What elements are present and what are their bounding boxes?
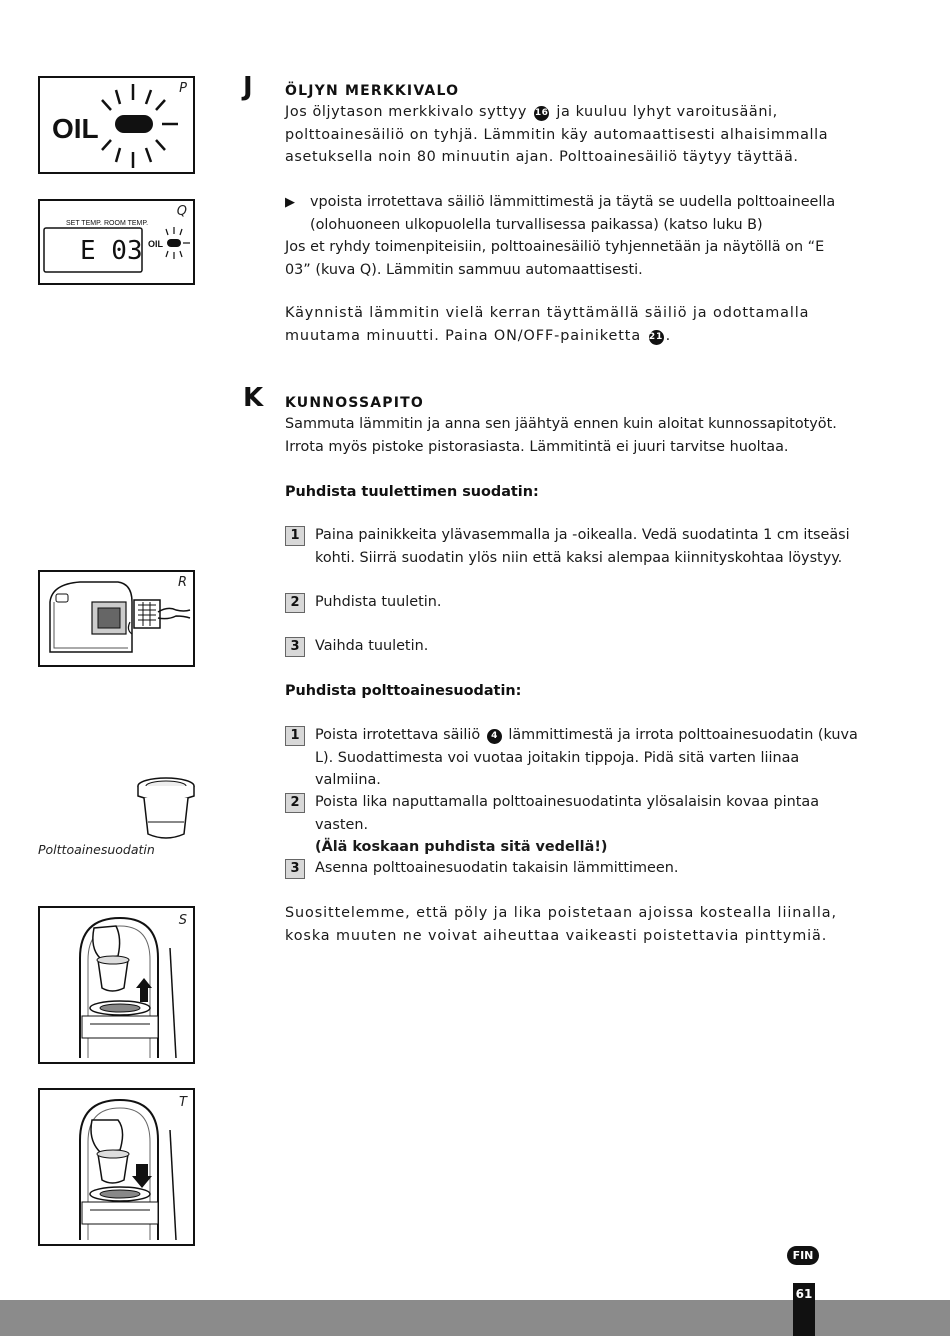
fuel-step-2-main: Poista lika naputtamalla polttoainesuodatinta ylösalaisin kovaa pintaa vasten. bbox=[315, 794, 820, 833]
language-badge: FIN bbox=[787, 1246, 819, 1265]
fan-step-3-number: 3 bbox=[285, 637, 305, 657]
fuel-filter-image bbox=[134, 774, 198, 844]
error-code-text: E 03 bbox=[80, 236, 143, 266]
display-illustration bbox=[40, 201, 193, 283]
figure-s-letter: S bbox=[178, 913, 187, 928]
fuel-step-1-before: Poista irrotettava säiliö bbox=[315, 727, 481, 743]
section-k-letter: K bbox=[243, 383, 264, 413]
fuel-filter-title: Puhdista polttoainesuodatin: bbox=[285, 683, 522, 699]
bullet-arrow-icon: ▶ bbox=[285, 195, 295, 210]
heater-filter-illustration bbox=[40, 572, 193, 665]
para3-before: Käynnistä lämmitin vielä kerran täyttämällä säiliö ja odottamalla muutama minuutti. Paina ON/OFF-painiketta bbox=[285, 305, 810, 344]
section-j-bullet: vpoista irrotettava säiliö lämmittimestä ja täytä se uudella polttoaineella (olohuoneen ulkopuolella turvallisessa paikassa) (katso luku B) bbox=[310, 194, 836, 233]
fuel-step-3-number: 3 bbox=[285, 859, 305, 879]
fuel-step-3-text: Asenna polttoainesuodatin takaisin lämmittimeen. bbox=[315, 860, 679, 876]
fan-step-1-text: Paina painikkeita ylävasemmalla ja -oikealla. Vedä suodatinta 1 cm itseäsi kohti. Siirrä suodatin ylös niin että kaksi alempaa kiinnityskohtaa löystyy. bbox=[315, 527, 850, 566]
ref-4-badge: 4 bbox=[487, 729, 502, 744]
section-j-para3 bbox=[285, 302, 853, 347]
fan-step-1-number: 1 bbox=[285, 526, 305, 546]
figure-r-heater-filter bbox=[38, 570, 195, 667]
ref-21-badge: 21 bbox=[649, 330, 664, 345]
para1-after: ja kuuluu lyhyt varoitusääni, polttoainesäiliö on tyhjä. Lämmitin käy automaattisesti alhaisimmalla asetuksella noin 80 minuutin ajan. Polttoainesäiliö täytyy täyttää. bbox=[285, 104, 829, 165]
section-k-heading: KUNNOSSAPITO bbox=[285, 395, 424, 411]
section-j-para2: Jos et ryhdy toimenpiteisiin, polttoainesäiliö tyhjennetään ja näytöllä on “E 03” (kuva Q). Lämmitin sammuu automaattisesti. bbox=[285, 239, 825, 278]
figure-t-letter: T bbox=[179, 1095, 187, 1110]
figure-r-letter: R bbox=[177, 575, 187, 590]
para3-after: . bbox=[665, 327, 672, 344]
set-temp-label: SET TEMP. bbox=[66, 220, 102, 227]
room-temp-label: ROOM TEMP. bbox=[104, 220, 149, 227]
figure-s-remove-filter bbox=[38, 906, 195, 1064]
fan-step-2-text: Puhdista tuuletin. bbox=[315, 594, 442, 610]
fuel-step-1-text bbox=[315, 724, 867, 792]
fan-step-2-number: 2 bbox=[285, 593, 305, 613]
figure-q-letter: Q bbox=[176, 204, 187, 219]
oil-light-illustration bbox=[40, 78, 193, 172]
section-j-para1 bbox=[285, 101, 853, 169]
fuel-step-2-number: 2 bbox=[285, 793, 305, 813]
page-number: 61 bbox=[793, 1283, 815, 1336]
fuel-step-2-text bbox=[315, 791, 867, 859]
section-j-heading: ÖLJYN MERKKIVALO bbox=[285, 83, 460, 99]
fuel-step-1-after: lämmittimestä ja irrota polttoainesuodatin (kuva L). Suodattimesta voi vuotaa joitakin tippoja. Pidä sitä varten liinaa valmiina. bbox=[315, 727, 858, 788]
fan-filter-title: Puhdista tuulettimen suodatin: bbox=[285, 484, 539, 500]
fuel-step-2-warning: (Älä koskaan puhdista sitä vedellä!) bbox=[315, 839, 608, 855]
fan-step-3-text: Vaihda tuuletin. bbox=[315, 638, 429, 654]
remove-filter-illustration bbox=[40, 908, 193, 1062]
figure-q-display bbox=[38, 199, 195, 285]
figure-p-oil-light bbox=[38, 76, 195, 174]
section-k-intro: Sammuta lämmitin ja anna sen jäähtyä ennen kuin aloitat kunnossapitotyöt. Irrota myös pistoke pistorasiasta. Lämmitintä ei juuri tarvitse huoltaa. bbox=[285, 416, 837, 455]
section-j-letter: J bbox=[243, 72, 253, 102]
oil-display-text: OIL bbox=[52, 113, 99, 144]
figure-p-letter: P bbox=[179, 81, 187, 96]
fuel-filter-caption: Polttoainesuodatin bbox=[38, 842, 155, 857]
para1-before: Jos öljytason merkkivalo syttyy bbox=[285, 104, 527, 120]
oil-small-text: OIL bbox=[148, 239, 163, 249]
figure-t-insert-filter bbox=[38, 1088, 195, 1246]
ref-16-badge: 16 bbox=[534, 106, 549, 121]
section-k-closing: Suosittelemme, että pöly ja lika poistetaan ajoissa kostealla liinalla, koska muuten ne voivat aiheuttaa vaikeasti poistettavia pinttymiä. bbox=[285, 905, 837, 944]
insert-filter-illustration bbox=[40, 1090, 193, 1244]
fuel-step-1-number: 1 bbox=[285, 726, 305, 746]
